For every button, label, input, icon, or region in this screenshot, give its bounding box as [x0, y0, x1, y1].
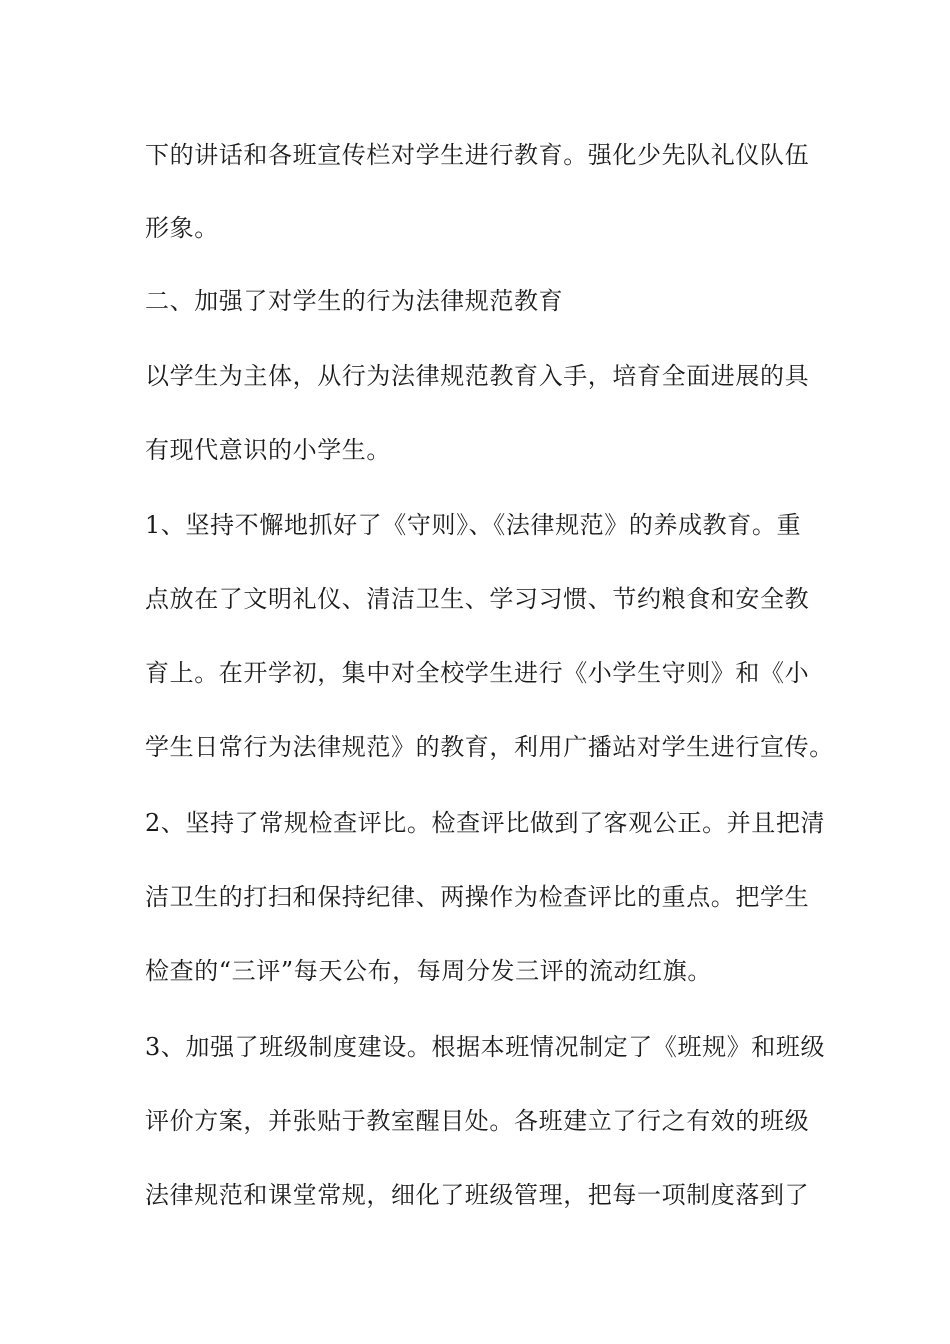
- text-line-13: 3、加强了班级制度建设。根据本班情况制定了《班规》和班级: [145, 1033, 826, 1061]
- text-line-6: 1、坚持不懈地抓好了《守则》、《法律规范》的养成教育。重: [145, 511, 802, 539]
- text-line-11: 洁卫生的打扫和保持纪律、两操作为检查评比的重点。把学生: [145, 883, 810, 911]
- section-heading: 二、加强了对学生的行为法律规范教育: [145, 287, 564, 315]
- text-line-14: 评价方案，并张贴于教室醒目处。各班建立了行之有效的班级: [145, 1107, 810, 1135]
- text-line-12: 检查的“三评”每天公布，每周分发三评的流动红旗。: [145, 957, 712, 985]
- text-line-4: 以学生为主体，从行为法律规范教育入手，培育全面进展的具: [145, 362, 810, 390]
- text-line-7: 点放在了文明礼仪、清洁卫生、学习习惯、节约粮食和安全教: [145, 585, 810, 613]
- text-line-5: 有现代意识的小学生。: [145, 436, 391, 464]
- text-line-9: 学生日常行为法律规范》的教育，利用广播站对学生进行宣传。: [145, 733, 834, 761]
- text-line-10: 2、坚持了常规检查评比。检查评比做到了客观公正。并且把清: [145, 809, 826, 837]
- text-line-8: 育上。在开学初，集中对全校学生进行《小学生守则》和《小: [145, 659, 810, 687]
- text-line-2: 形象。: [145, 214, 219, 242]
- text-line-1: 下的讲话和各班宣传栏对学生进行教育。强化少先队礼仪队伍: [145, 141, 810, 169]
- text-line-15: 法律规范和课堂常规，细化了班级管理，把每一项制度落到了: [145, 1181, 810, 1209]
